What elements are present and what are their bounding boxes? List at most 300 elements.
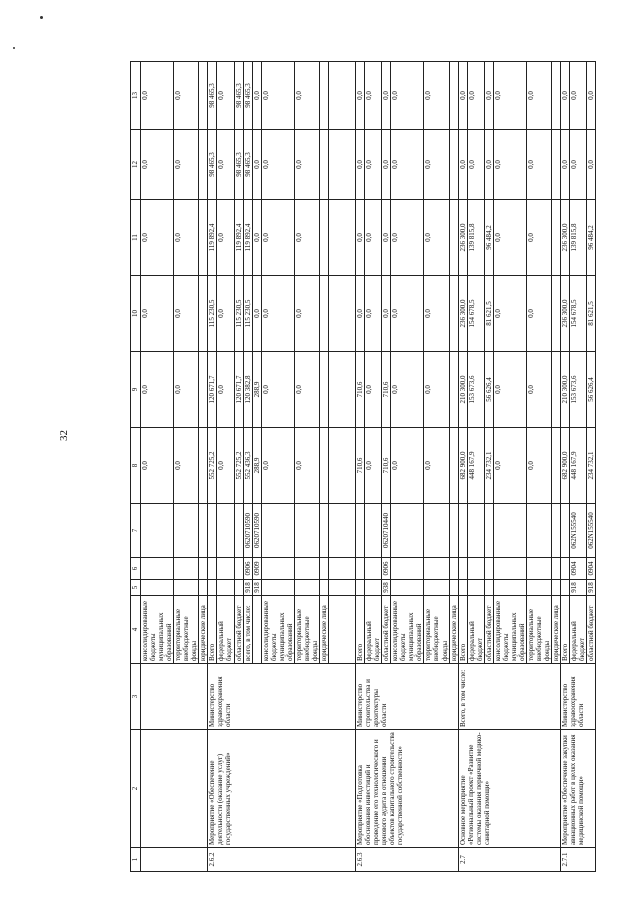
column-number: 6 <box>131 558 141 580</box>
cell-c11: 139 815,8 <box>570 200 587 276</box>
cell-c9: 0,0 <box>526 352 551 428</box>
cell-c11: 96 484,2 <box>587 200 596 276</box>
cell-c9: 0,0 <box>174 352 199 428</box>
cell-c9 <box>329 352 356 428</box>
cell-c13: 0,0 <box>570 62 587 130</box>
cell-c6: 0909 <box>252 558 261 580</box>
cell-c4: Всего <box>356 596 365 664</box>
cell-c12 <box>449 130 458 200</box>
cell-c13: 0,0 <box>261 62 294 130</box>
column-number: 8 <box>131 428 141 504</box>
cell-c13: 0,0 <box>174 62 199 130</box>
cell-c7 <box>424 504 449 558</box>
cell-c5 <box>458 580 467 596</box>
cell-c2 <box>141 730 208 848</box>
column-number: 9 <box>131 352 141 428</box>
cell-c7 <box>365 504 382 558</box>
cell-c8 <box>449 428 458 504</box>
cell-c8: 552 725,2 <box>234 428 243 504</box>
cell-c1: 2.6.3 <box>356 848 459 872</box>
cell-c6 <box>261 558 294 580</box>
cell-c13: 0,0 <box>484 62 493 130</box>
cell-c6 <box>217 558 234 580</box>
cell-c12: 0,0 <box>261 130 294 200</box>
cell-c13: 0,0 <box>424 62 449 130</box>
cell-c6 <box>329 558 356 580</box>
cell-c6 <box>561 558 570 580</box>
cell-c7 <box>199 504 208 558</box>
cell-c5: 938 <box>382 580 391 596</box>
cell-c9: 0,0 <box>424 352 449 428</box>
cell-c6 <box>319 558 328 580</box>
cell-c8: 0,0 <box>391 428 424 504</box>
cell-c13: 0,0 <box>493 62 526 130</box>
column-number: 11 <box>131 200 141 276</box>
cell-c10: 0,0 <box>424 276 449 352</box>
cell-c8: 0,0 <box>526 428 551 504</box>
cell-c11: 0,0 <box>424 200 449 276</box>
cell-c8: 0,0 <box>294 428 319 504</box>
cell-c9: 56 626,4 <box>484 352 493 428</box>
cell-c6 <box>458 558 467 580</box>
cell-c9: 120 382,8 <box>243 352 252 428</box>
column-number: 1 <box>131 848 141 872</box>
cell-c4: областной бюджет <box>234 596 243 664</box>
cell-c5 <box>449 580 458 596</box>
cell-c8: 710,6 <box>382 428 391 504</box>
cell-c5: 918 <box>252 580 261 596</box>
cell-c6 <box>294 558 319 580</box>
cell-c1: 2.7.1 <box>561 848 596 872</box>
cell-c7 <box>458 504 467 558</box>
cell-c5: 918 <box>243 580 252 596</box>
cell-c9: 288,9 <box>252 352 261 428</box>
cell-c11: 0,0 <box>526 200 551 276</box>
cell-c10: 115 230,5 <box>243 276 252 352</box>
cell-c8: 682 900,0 <box>561 428 570 504</box>
column-number: 10 <box>131 276 141 352</box>
cell-c4: федеральный бюджет <box>217 596 234 664</box>
cell-c4 <box>329 596 356 664</box>
cell-c7 <box>261 504 294 558</box>
cell-c9: 0,0 <box>294 352 319 428</box>
cell-c13: 0,0 <box>458 62 467 130</box>
cell-c4: всего, в том числе: <box>243 596 252 664</box>
cell-c13: 0,0 <box>365 62 382 130</box>
cell-c3: Министерство здравоохранения области <box>208 664 356 730</box>
cell-c12: 0,0 <box>391 130 424 200</box>
cell-c11 <box>552 200 561 276</box>
cell-c13: 0,0 <box>356 62 365 130</box>
cell-c10 <box>199 276 208 352</box>
cell-c5 <box>141 580 174 596</box>
cell-c3: Министерство здравоохранения области <box>561 664 596 730</box>
column-number-row <box>131 62 141 872</box>
cell-c4: юридические лица <box>199 596 208 664</box>
cell-c4: территориальные внебюджетные фонды <box>294 596 319 664</box>
cell-c13 <box>552 62 561 130</box>
cell-c10: 0,0 <box>493 276 526 352</box>
cell-c12: 0,0 <box>356 130 365 200</box>
cell-c8: 0,0 <box>174 428 199 504</box>
cell-c5 <box>365 580 382 596</box>
cell-c11: 139 815,8 <box>467 200 484 276</box>
cell-c5 <box>484 580 493 596</box>
cell-c11: 119 892,4 <box>234 200 243 276</box>
cell-c6 <box>365 558 382 580</box>
cell-c12: 98 465,3 <box>208 130 217 200</box>
cell-c9: 210 300,0 <box>458 352 467 428</box>
cell-c5 <box>294 580 319 596</box>
cell-c11 <box>319 200 328 276</box>
cell-c7 <box>234 504 243 558</box>
column-number: 13 <box>131 62 141 130</box>
cell-c11: 119 892,4 <box>208 200 217 276</box>
table-row <box>141 62 174 872</box>
cell-c12: 0,0 <box>484 130 493 200</box>
cell-c10: 0,0 <box>391 276 424 352</box>
cell-c4: консолидированные бюджеты муниципальных образований <box>391 596 424 664</box>
cell-c13: 0,0 <box>467 62 484 130</box>
cell-c13: 0,0 <box>561 62 570 130</box>
cell-c5 <box>174 580 199 596</box>
cell-c10: 154 678,5 <box>467 276 484 352</box>
cell-c13: 98 465,3 <box>208 62 217 130</box>
cell-c10: 0,0 <box>217 276 234 352</box>
cell-c11: 236 300,0 <box>561 200 570 276</box>
cell-c12: 98 465,3 <box>243 130 252 200</box>
cell-c12: 0,0 <box>424 130 449 200</box>
cell-c8: 0,0 <box>365 428 382 504</box>
cell-c10 <box>329 276 356 352</box>
cell-c10: 0,0 <box>174 276 199 352</box>
cell-c5: 918 <box>570 580 587 596</box>
cell-c8: 682 900,0 <box>458 428 467 504</box>
cell-c9 <box>552 352 561 428</box>
cell-c11: 0,0 <box>174 200 199 276</box>
cell-c5 <box>199 580 208 596</box>
cell-c2: Мероприятие «Обеспечение закупки авиационных работ в целях оказания медицинской помощи» <box>561 730 596 848</box>
cell-c5: 918 <box>587 580 596 596</box>
cell-c4: областной бюджет <box>382 596 391 664</box>
cell-c2: Мероприятие «Подготовка обоснования инвестиций и проведение его технологического и ценового аудита в отношении объектов капитального строительства государственной собственности» <box>356 730 459 848</box>
budget-table <box>130 61 596 872</box>
cell-c4: юридические лица <box>449 596 458 664</box>
cell-c7 <box>174 504 199 558</box>
cell-c4: Всего <box>208 596 217 664</box>
cell-c8 <box>199 428 208 504</box>
cell-c12: 0,0 <box>587 130 596 200</box>
cell-c11: 0,0 <box>382 200 391 276</box>
cell-c11: 0,0 <box>365 200 382 276</box>
cell-c6 <box>234 558 243 580</box>
cell-c9: 120 671,7 <box>208 352 217 428</box>
cell-c9: 153 673,6 <box>570 352 587 428</box>
cell-c6 <box>208 558 217 580</box>
cell-c5 <box>526 580 551 596</box>
cell-c6: 0906 <box>382 558 391 580</box>
cell-c3: Министерство строительства и архитектуры области <box>356 664 459 730</box>
cell-c13 <box>319 62 328 130</box>
rotated-page <box>130 62 596 872</box>
table-row <box>561 62 570 872</box>
cell-c11: 119 892,4 <box>243 200 252 276</box>
cell-c7 <box>319 504 328 558</box>
cell-c13: 0,0 <box>141 62 174 130</box>
cell-c10: 0,0 <box>526 276 551 352</box>
cell-c9 <box>449 352 458 428</box>
cell-c9 <box>199 352 208 428</box>
cell-c12: 0,0 <box>365 130 382 200</box>
cell-c13: 0,0 <box>382 62 391 130</box>
cell-c10: 0,0 <box>141 276 174 352</box>
page-number: 32 <box>58 430 70 441</box>
cell-c10: 236 300,0 <box>561 276 570 352</box>
cell-c13: 98 465,3 <box>243 62 252 130</box>
cell-c6 <box>391 558 424 580</box>
cell-c9: 120 671,7 <box>234 352 243 428</box>
cell-c8 <box>552 428 561 504</box>
cell-c12: 0,0 <box>493 130 526 200</box>
cell-c11: 0,0 <box>294 200 319 276</box>
cell-c6 <box>199 558 208 580</box>
cell-c6 <box>424 558 449 580</box>
table-row <box>356 62 365 872</box>
column-number: 7 <box>131 504 141 558</box>
cell-c7: 0620710590 <box>243 504 252 558</box>
cell-c6 <box>484 558 493 580</box>
cell-c11: 0,0 <box>261 200 294 276</box>
cell-c7 <box>526 504 551 558</box>
cell-c8: 448 167,9 <box>570 428 587 504</box>
cell-c6 <box>493 558 526 580</box>
cell-c11 <box>449 200 458 276</box>
column-number: 4 <box>131 596 141 664</box>
cell-c6 <box>449 558 458 580</box>
cell-c12 <box>319 130 328 200</box>
cell-c5 <box>319 580 328 596</box>
cell-c10 <box>449 276 458 352</box>
cell-c9: 153 673,6 <box>467 352 484 428</box>
cell-c8: 0,0 <box>261 428 294 504</box>
cell-c7: 062N155540 <box>587 504 596 558</box>
cell-c9: 210 300,0 <box>561 352 570 428</box>
cell-c4: федеральный бюджет <box>570 596 587 664</box>
cell-c10: 0,0 <box>261 276 294 352</box>
cell-c4: консолидированные бюджеты муниципальных образований <box>141 596 174 664</box>
cell-c7 <box>141 504 174 558</box>
cell-c9: 710,6 <box>382 352 391 428</box>
cell-c4: территориальные внебюджетные фонды <box>526 596 551 664</box>
cell-c2: Основное мероприятие «Региональный проект «Развитие системы оказания первичной медико-санитарной помощи» <box>458 730 561 848</box>
cell-c13: 0,0 <box>294 62 319 130</box>
cell-c4: территориальные внебюджетные фонды <box>174 596 199 664</box>
cell-c10: 0,0 <box>294 276 319 352</box>
cell-c8: 288,9 <box>252 428 261 504</box>
cell-c7 <box>561 504 570 558</box>
cell-c4: федеральный бюджет <box>467 596 484 664</box>
cell-c8: 0,0 <box>217 428 234 504</box>
cell-c12: 0,0 <box>467 130 484 200</box>
cell-c6 <box>174 558 199 580</box>
cell-c10: 154 678,5 <box>570 276 587 352</box>
cell-c12: 0,0 <box>174 130 199 200</box>
cell-c8: 234 732,1 <box>587 428 596 504</box>
cell-c9: 0,0 <box>261 352 294 428</box>
cell-c7 <box>391 504 424 558</box>
cell-c11: 0,0 <box>217 200 234 276</box>
cell-c4: консолидированные бюджеты муниципальных образований <box>261 596 294 664</box>
cell-c9: 0,0 <box>217 352 234 428</box>
cell-c8 <box>329 428 356 504</box>
cell-c8: 552 725,2 <box>208 428 217 504</box>
cell-c5 <box>217 580 234 596</box>
cell-c9: 0,0 <box>391 352 424 428</box>
cell-c11: 0,0 <box>391 200 424 276</box>
cell-c11: 96 484,2 <box>484 200 493 276</box>
cell-c11: 236 300,0 <box>458 200 467 276</box>
cell-c12: 0,0 <box>141 130 174 200</box>
cell-c11 <box>199 200 208 276</box>
cell-c5 <box>208 580 217 596</box>
cell-c10: 236 300,0 <box>458 276 467 352</box>
cell-c7: 0620710590 <box>252 504 261 558</box>
cell-c12 <box>199 130 208 200</box>
cell-c6: 0906 <box>243 558 252 580</box>
cell-c9: 710,6 <box>356 352 365 428</box>
cell-c7 <box>467 504 484 558</box>
cell-c12: 0,0 <box>382 130 391 200</box>
cell-c10: 81 621,5 <box>587 276 596 352</box>
cell-c8: 234 732,1 <box>484 428 493 504</box>
cell-c5 <box>467 580 484 596</box>
cell-c6 <box>526 558 551 580</box>
cell-c11 <box>329 200 356 276</box>
cell-c13: 98 465,3 <box>234 62 243 130</box>
cell-c5 <box>261 580 294 596</box>
cell-c6 <box>467 558 484 580</box>
cell-c8 <box>319 428 328 504</box>
cell-c5 <box>493 580 526 596</box>
cell-c11: 0,0 <box>252 200 261 276</box>
cell-c8: 552 436,3 <box>243 428 252 504</box>
cell-c9 <box>319 352 328 428</box>
cell-c7 <box>208 504 217 558</box>
cell-c7: 062N155540 <box>570 504 587 558</box>
cell-c10: 0,0 <box>356 276 365 352</box>
cell-c12 <box>329 130 356 200</box>
cell-c5 <box>424 580 449 596</box>
cell-c13: 0,0 <box>217 62 234 130</box>
cell-c2: Мероприятие «Обеспечение деятельности (оказание услуг) государственных учреждений» <box>208 730 356 848</box>
cell-c7 <box>552 504 561 558</box>
cell-c9: 56 626,4 <box>587 352 596 428</box>
cell-c10: 0,0 <box>382 276 391 352</box>
column-number: 12 <box>131 130 141 200</box>
cell-c12: 0,0 <box>570 130 587 200</box>
cell-c10: 0,0 <box>252 276 261 352</box>
cell-c8: 710,6 <box>356 428 365 504</box>
cell-c5 <box>329 580 356 596</box>
cell-c12: 98 465,3 <box>234 130 243 200</box>
cell-c5 <box>391 580 424 596</box>
table-row <box>208 62 217 872</box>
cell-c6 <box>141 558 174 580</box>
column-number: 5 <box>131 580 141 596</box>
cell-c10: 0,0 <box>365 276 382 352</box>
cell-c12: 0,0 <box>526 130 551 200</box>
cell-c4: юридические лица <box>319 596 328 664</box>
scan-speck <box>40 16 43 19</box>
cell-c12: 0,0 <box>561 130 570 200</box>
cell-c10 <box>552 276 561 352</box>
cell-c7 <box>493 504 526 558</box>
cell-c6: 0904 <box>570 558 587 580</box>
cell-c7 <box>217 504 234 558</box>
cell-c9: 0,0 <box>141 352 174 428</box>
cell-c13: 0,0 <box>391 62 424 130</box>
cell-c4: консолидированные бюджеты муниципальных образований <box>493 596 526 664</box>
cell-c4: областной бюджет <box>587 596 596 664</box>
cell-c11: 0,0 <box>141 200 174 276</box>
cell-c1: 2.7 <box>458 848 561 872</box>
cell-c4: Всего <box>561 596 570 664</box>
cell-c3: Всего, в том числе: <box>458 664 561 730</box>
cell-c8: 0,0 <box>424 428 449 504</box>
cell-c12 <box>552 130 561 200</box>
cell-c13: 0,0 <box>252 62 261 130</box>
cell-c10: 115 230,5 <box>234 276 243 352</box>
cell-c4 <box>252 596 261 664</box>
cell-c3 <box>141 664 208 730</box>
cell-c4: федеральный бюджет <box>365 596 382 664</box>
cell-c12: 0,0 <box>217 130 234 200</box>
cell-c7 <box>294 504 319 558</box>
cell-c12: 0,0 <box>252 130 261 200</box>
cell-c9: 0,0 <box>493 352 526 428</box>
cell-c7 <box>484 504 493 558</box>
cell-c5 <box>552 580 561 596</box>
cell-c8: 448 167,9 <box>467 428 484 504</box>
cell-c7 <box>449 504 458 558</box>
cell-c12: 0,0 <box>458 130 467 200</box>
cell-c13 <box>329 62 356 130</box>
cell-c5 <box>561 580 570 596</box>
cell-c1: 2.6.2 <box>208 848 356 872</box>
cell-c4: юридические лица <box>552 596 561 664</box>
cell-c9: 0,0 <box>365 352 382 428</box>
cell-c8: 0,0 <box>141 428 174 504</box>
cell-c6: 0904 <box>587 558 596 580</box>
cell-c10: 115 230,5 <box>208 276 217 352</box>
cell-c10 <box>319 276 328 352</box>
cell-c11: 0,0 <box>356 200 365 276</box>
cell-c7 <box>329 504 356 558</box>
cell-c6 <box>552 558 561 580</box>
cell-c5 <box>356 580 365 596</box>
cell-c8: 0,0 <box>493 428 526 504</box>
cell-c5 <box>234 580 243 596</box>
cell-c13: 0,0 <box>587 62 596 130</box>
scan-speck <box>13 47 15 49</box>
cell-c4: территориальные внебюджетные фонды <box>424 596 449 664</box>
cell-c4: Всего <box>458 596 467 664</box>
cell-c7 <box>356 504 365 558</box>
cell-c1 <box>141 848 208 872</box>
cell-c13 <box>199 62 208 130</box>
table-row <box>458 62 467 872</box>
cell-c11: 0,0 <box>493 200 526 276</box>
